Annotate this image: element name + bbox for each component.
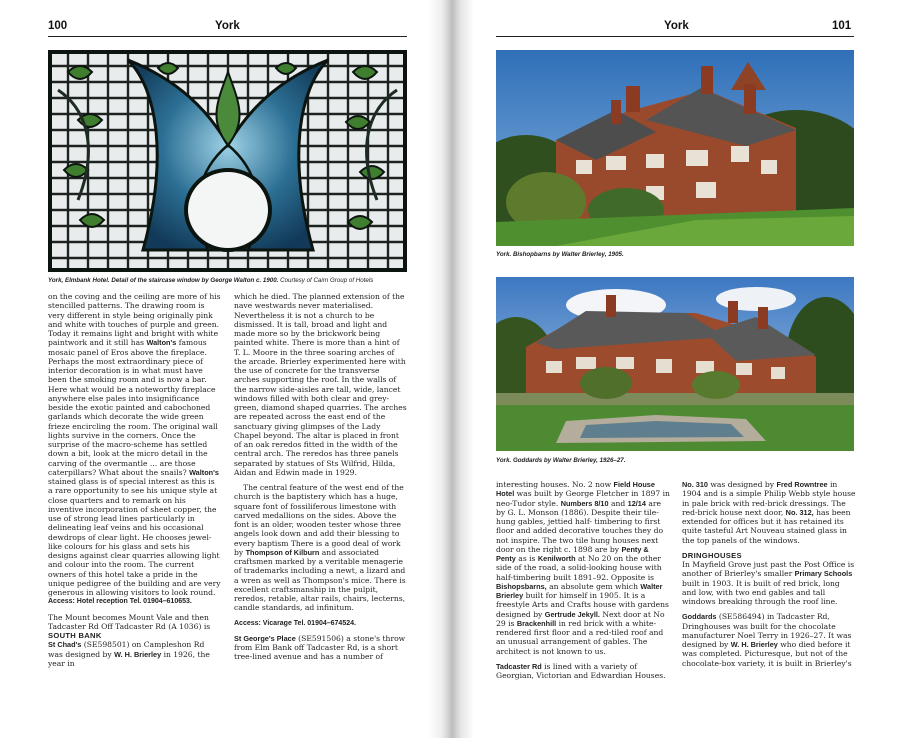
header-rule (496, 36, 854, 37)
paragraph (48, 640, 221, 668)
caption-text: York. Bishopbarns by Walter Brierley, 1905. (496, 251, 624, 258)
text: has been extended for offices but it has retained its quite tasteful Art Nouveau stained glass in the top panels of the windows. (682, 507, 851, 545)
caption-bishopbarns (496, 251, 854, 259)
stained-glass-photo (48, 50, 407, 272)
caption-lead: York, Elmbank Hotel. Detail of the staircase window by George Walton c. 1900. (48, 277, 279, 284)
house-illustration (496, 277, 854, 451)
architect-name: W. H. Brierley (114, 649, 162, 659)
name: Penty & Penty (496, 544, 649, 563)
text: (SE586494) in Tadcaster Rd, Dringhouses was built for the chocolate manufacturer Noel Terry in 1926–27. It was designed by (682, 612, 852, 649)
text: (SE598501) on Campleshon Rd was designed by (48, 640, 205, 659)
paragraph (496, 480, 670, 656)
name: Bishopsbarns, (496, 581, 547, 591)
text: built for himself in 1905. It is a freestyle Arts and Crafts house with gardens designed by (496, 591, 669, 619)
running-head: York (664, 20, 689, 32)
road-name: Tadcaster Rd (496, 661, 542, 671)
name: 12/14 (627, 498, 646, 508)
text: are by G. L. Monson (1886). Despite their tile-hung gables, jettied half- timbering to first floor and added decorative touches they do not inspire. The two tile hung houses next door on the right c. 1898 are by (496, 498, 664, 554)
access-text: Access: Vicarage Tel. 01904–674524. (234, 619, 356, 627)
name: Gertrude Jekyll. (544, 609, 600, 619)
paragraph (682, 612, 856, 668)
name: Brackenhill (516, 618, 557, 628)
paragraph (234, 634, 407, 662)
paragraph (496, 662, 670, 681)
section-heading: SOUTH BANK (48, 631, 102, 640)
caption-goddards (496, 457, 854, 465)
left-column-1 (48, 292, 221, 668)
place-name: St Chad's (48, 640, 82, 650)
page-number: 100 (48, 20, 68, 32)
text: In Mayfield Grove just past the Post Office is another of Brierley's smaller (682, 560, 855, 579)
access-info (234, 619, 407, 628)
name: Walton's (146, 338, 177, 348)
name: Walton's (189, 467, 219, 477)
stained-glass-illustration (48, 50, 407, 272)
paragraph: which he died. The planned extension of the nave westwards never materialised. Nevertheless it is not a church to be dismissed. It is tall, broad and light and made more so by the brickwork being painted white. There is more than a hint of T. L. Moore in the three soaring arches of the arcade. Brierley experimented here with the use of concrete for the transverse arches supporting the roof. In the walls of the narrow side-aisles are tall, wide, lancet windows filled with both clear and grey-green, diamond shaped quarries. The arches are repeated across the east end of the sanctuary giving glimpses of the Lady Chapel beyond. The altar is placed in front of an oak reredos fitted in the width of the central arch. The reredos has three panels separated by statues of Sts Wilfrid, Hilda, Aidan and Edwin made in 1929. (234, 292, 407, 477)
running-head: York (215, 20, 240, 32)
text: at No 20 on the other side of the road, a solid-looking house with half-timbering built 1891–92. Opposite is (496, 554, 662, 582)
right-column-2 (682, 480, 856, 668)
text: was built by George Fletcher in 1897 in neo-Tudor style. (496, 489, 670, 508)
name: Kenilworth (537, 554, 576, 563)
book-gutter (428, 0, 474, 738)
text: in 1904 and is a simple Philip Webb style house in pale brick with red-brick dressings. The red-brick house next door, (682, 480, 856, 517)
text: as is (515, 554, 538, 563)
text: and associated craftsmen marked by a veritable menagerie of trademarks including a newt, a lizard and a wren as well as Thompson's mice. There is excellent craftsmanship in the pulpit, reredos, retable, altar rails, chairs, lecterns, candle standards, ad infinitum. (234, 547, 406, 613)
text: (SE591506) a stone's throw from Elm Bank off Tadcaster Rd, is a short tree-lined avenue and has a number of (234, 633, 406, 662)
text: stained glass is of special interest as this is a rare opportunity to see his unique style at close quarters and to remark on his inventive incorporation of sheet copper, the use of strong lead lines particularly in delineating leaf veins and his occasional dewdrops of clear light. He chooses jewel-like colours for his glass and sets his designs against clear quarries allowing light and colour into the room. The current owners of this hotel take a pride in the unique pedigree of the building and are very generous in allowing visitors to look round. (48, 477, 221, 597)
name: Primary Schools (794, 569, 853, 579)
text: The central feature of the west end of the church is the baptistery which has a huge, square font of fossiliferous limestone with carved medallions on the sides. Above the font is an older, wooden tester whose three angels look down and add their blessing to every baptism There is a good deal of work by (234, 483, 404, 557)
maker-name: Thompson of Kilburn (245, 547, 320, 557)
text: who died before it was completed. Picturesque, but not of the chocolate-box variety, it is built in Brierley's (682, 640, 852, 668)
paragraph (234, 483, 407, 613)
figure-caption (48, 277, 418, 285)
access-info (48, 597, 221, 606)
header-rule (48, 36, 407, 37)
caption-credit: Courtesy of Cairn Group of Hotels (280, 277, 374, 284)
name: Numbers 8/10 (560, 498, 609, 508)
right-page (474, 0, 903, 738)
name: Fred Rowntree (776, 480, 828, 489)
caption-text: York. Goddards by Walter Brierley, 1926–27. (496, 457, 626, 464)
paragraph (48, 292, 221, 597)
page-number: 101 (832, 20, 852, 32)
text: and (608, 498, 628, 508)
goddards-photo (496, 277, 854, 451)
place-name: St George's Place (234, 633, 296, 643)
left-page (0, 0, 430, 738)
house-illustration (496, 50, 854, 246)
left-column-2 (234, 292, 407, 662)
text: Next door at No 29 is (496, 609, 665, 628)
paragraph (682, 480, 856, 545)
text: an absolute gem which (546, 581, 641, 591)
paragraph (682, 560, 856, 606)
text: is lined with a variety of Georgian, Victorian and Edwardian Houses. (496, 661, 666, 680)
name: No. 310 (682, 480, 708, 489)
text: on the coving and the ceiling are more of his stencilled patterns. The drawing room is very different in style being originally pink and white with touches of purple and green. Today it remains light and bright with white paintwork and it still has (48, 292, 221, 348)
text: was designed by (707, 480, 777, 489)
text: interesting houses. No. 2 now (496, 480, 614, 489)
text: in red brick with a white-rendered first floor and a red-tiled roof and an unusual arrangement of gables. The architect is not known to us. (496, 618, 664, 656)
architect-name: W. H. Brierley (730, 640, 778, 649)
name: No. 312, (785, 507, 814, 517)
access-text: Access: Hotel reception Tel. 01904–610653. (48, 598, 192, 606)
text: famous mosaic panel of Eros above the fireplace. Perhaps the most extraordinary piece of interior decoration is in what must have been the smoking room and is now a bar. Here what would be a noteworthy fireplace anywhere else pales into insignificance beside the exotic painted and cabochoned garlands which decorate the wide green frieze encircling the room. The original wall lights survive in the corners. Once the surprise of the macro-scheme has settled down a bit, look at the micro detail in the carving of the overmantle ... are those caterpillars? What about the snails? (48, 338, 218, 477)
right-column-1 (496, 480, 670, 680)
paragraph: The Mount becomes Mount Vale and then Tadcaster Rd Off Tadcaster Rd (A 1036) is (48, 612, 211, 631)
text: in 1926, the year in (48, 649, 210, 668)
section-heading: DRINGHOUSES (682, 550, 742, 560)
place-name: Goddards (682, 612, 717, 622)
text: built in 1903. It is built of red brick, long and low, with two end gables and tall windows breaking through the roof line. (682, 578, 840, 606)
name: Walter Brierley (496, 581, 663, 600)
name: Field House Hotel (496, 480, 655, 499)
bishopbarns-photo (496, 50, 854, 246)
